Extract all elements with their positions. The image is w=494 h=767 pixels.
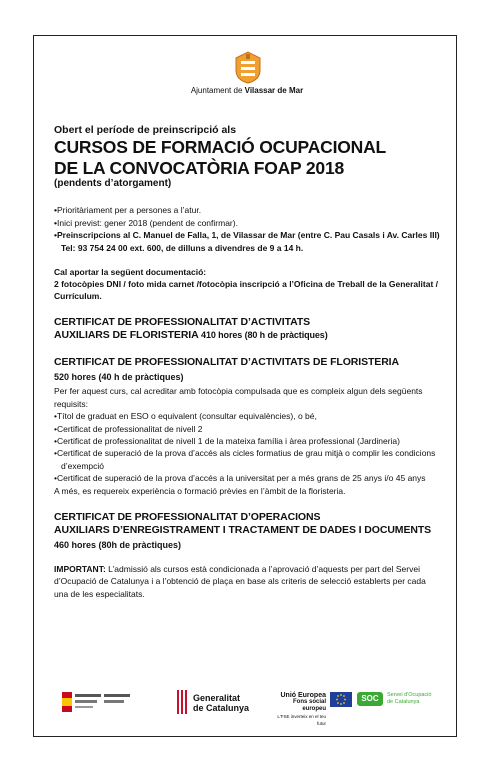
spanish-government-logo-icon — [62, 690, 134, 714]
course-title-line-2: AUXILIARS DE FLORISTERIA 410 hores (80 h de pràctiques) — [54, 329, 328, 342]
course-operacions — [54, 511, 440, 550]
bullet-item: •Prioritàriament per a persones a l’atur. — [54, 205, 202, 215]
eu-line-2: Fons social europeu — [292, 699, 326, 712]
eu-logo-text — [268, 692, 326, 727]
course-hours: 460 hores (80h de pràctiques) — [54, 540, 182, 551]
footer-logos — [62, 690, 432, 726]
requirement-item: •Certificat de professionalitat de nivell 1 de la mateixa família i àrea professional (Jardineria) — [54, 436, 400, 446]
generalitat-line-2: de Catalunya — [193, 703, 250, 713]
requirement-item: •Títol de graduat en ESO o equivalent (consultar equivalències), o bé, — [54, 411, 317, 422]
generalitat-logo-text — [193, 693, 249, 713]
course-title-line-1: CERTIFICAT DE PROFESSIONALITAT D’OPERACIONS — [54, 511, 321, 524]
requirements-intro: Per fer aquest curs, cal acreditar amb fotocòpia compulsada que es compleix algun dels següents requisits: — [54, 386, 423, 409]
generalitat-flag-icon — [176, 690, 190, 714]
generalitat-line-1: Generalitat — [193, 693, 241, 703]
intro-text: Obert el període de preinscripció als — [54, 124, 237, 136]
soc-line-1: Servei d'Ocupació — [387, 692, 432, 698]
eu-line-1: Unió Europea — [280, 692, 326, 699]
eu-flag-icon — [330, 692, 352, 707]
docs-body: 2 fotocòpies DNI / foto mida carnet /fotocòpia inscripció a l’Oficina de Treball de la Generalitat / Currículum. — [54, 279, 438, 302]
requirements-extra: A més, es requereix experiència o formació prèvies en l’àmbit de la floristeria. — [54, 485, 346, 496]
title-line-2: DE LA CONVOCATÒRIA FOAP 2018 — [54, 158, 345, 178]
soc-badge: SOC — [357, 692, 383, 706]
course-title-line-1: CERTIFICAT DE PROFESSIONALITAT D’ACTIVITATS — [54, 316, 311, 329]
bullet-item: •Preinscripcions al C. Manuel de Falla, 1, de Vilassar de Mar (entre C. Pau Casals i Av. Carles III) Tel: 93 754 24 00 ext. 600, de dilluns a divendres de 9 a 14 h. — [54, 230, 440, 253]
docs-title: Cal aportar la següent documentació: — [54, 267, 207, 278]
course-hours: 520 hores (40 h de pràctiques) — [54, 372, 184, 383]
course-title-line-2: AUXILIARS D’ENREGISTRAMENT I TRACTAMENT DE DADES I DOCUMENTS — [54, 524, 432, 537]
requirement-item: •Certificat de professionalitat de nivell 2 — [54, 423, 203, 434]
course-title: CERTIFICAT DE PROFESSIONALITAT D’ACTIVITATS DE FLORISTERIA — [54, 356, 399, 369]
important-note: IMPORTANT: L’admissió als cursos està condicionada a l’aprovació d’aquests per part del Servei d’Ocupació de Catalunya i a l’obtenció de plaça en base als criteris de selecció establerts per cada una de les especialitats. — [54, 564, 426, 599]
main-content — [54, 124, 440, 600]
soc-logo-text — [387, 692, 431, 706]
requirement-item: •Certificat de superació de la prova d’accés als cicles formatius de grau mitjà o complir les condicions d’exempció — [54, 448, 436, 471]
eu-line-3: L'FSE inverteix en el teu futur — [277, 714, 326, 726]
pending-note: (pendents d’atorgament) — [54, 178, 172, 189]
course-floristeria-auxiliars — [54, 316, 440, 342]
title-line-1: CURSOS DE FORMACIÓ OCUPACIONAL — [54, 137, 387, 157]
organization-name: Ajuntament de Vilassar de Mar — [190, 86, 304, 95]
vilassar-coat-of-arms-icon — [233, 50, 263, 84]
soc-line-2: de Catalunya — [387, 699, 420, 705]
bullet-item: •Inici previst: gener 2018 (pendent de confirmar). — [54, 217, 238, 228]
course-floristeria — [54, 356, 440, 497]
requirement-item: •Certificat de superació de la prova d’accés a la universitat per a més grans de 25 anys i/o 45 anys — [54, 473, 426, 484]
course-hours: 410 hores (80 h de pràctiques) — [201, 330, 328, 341]
